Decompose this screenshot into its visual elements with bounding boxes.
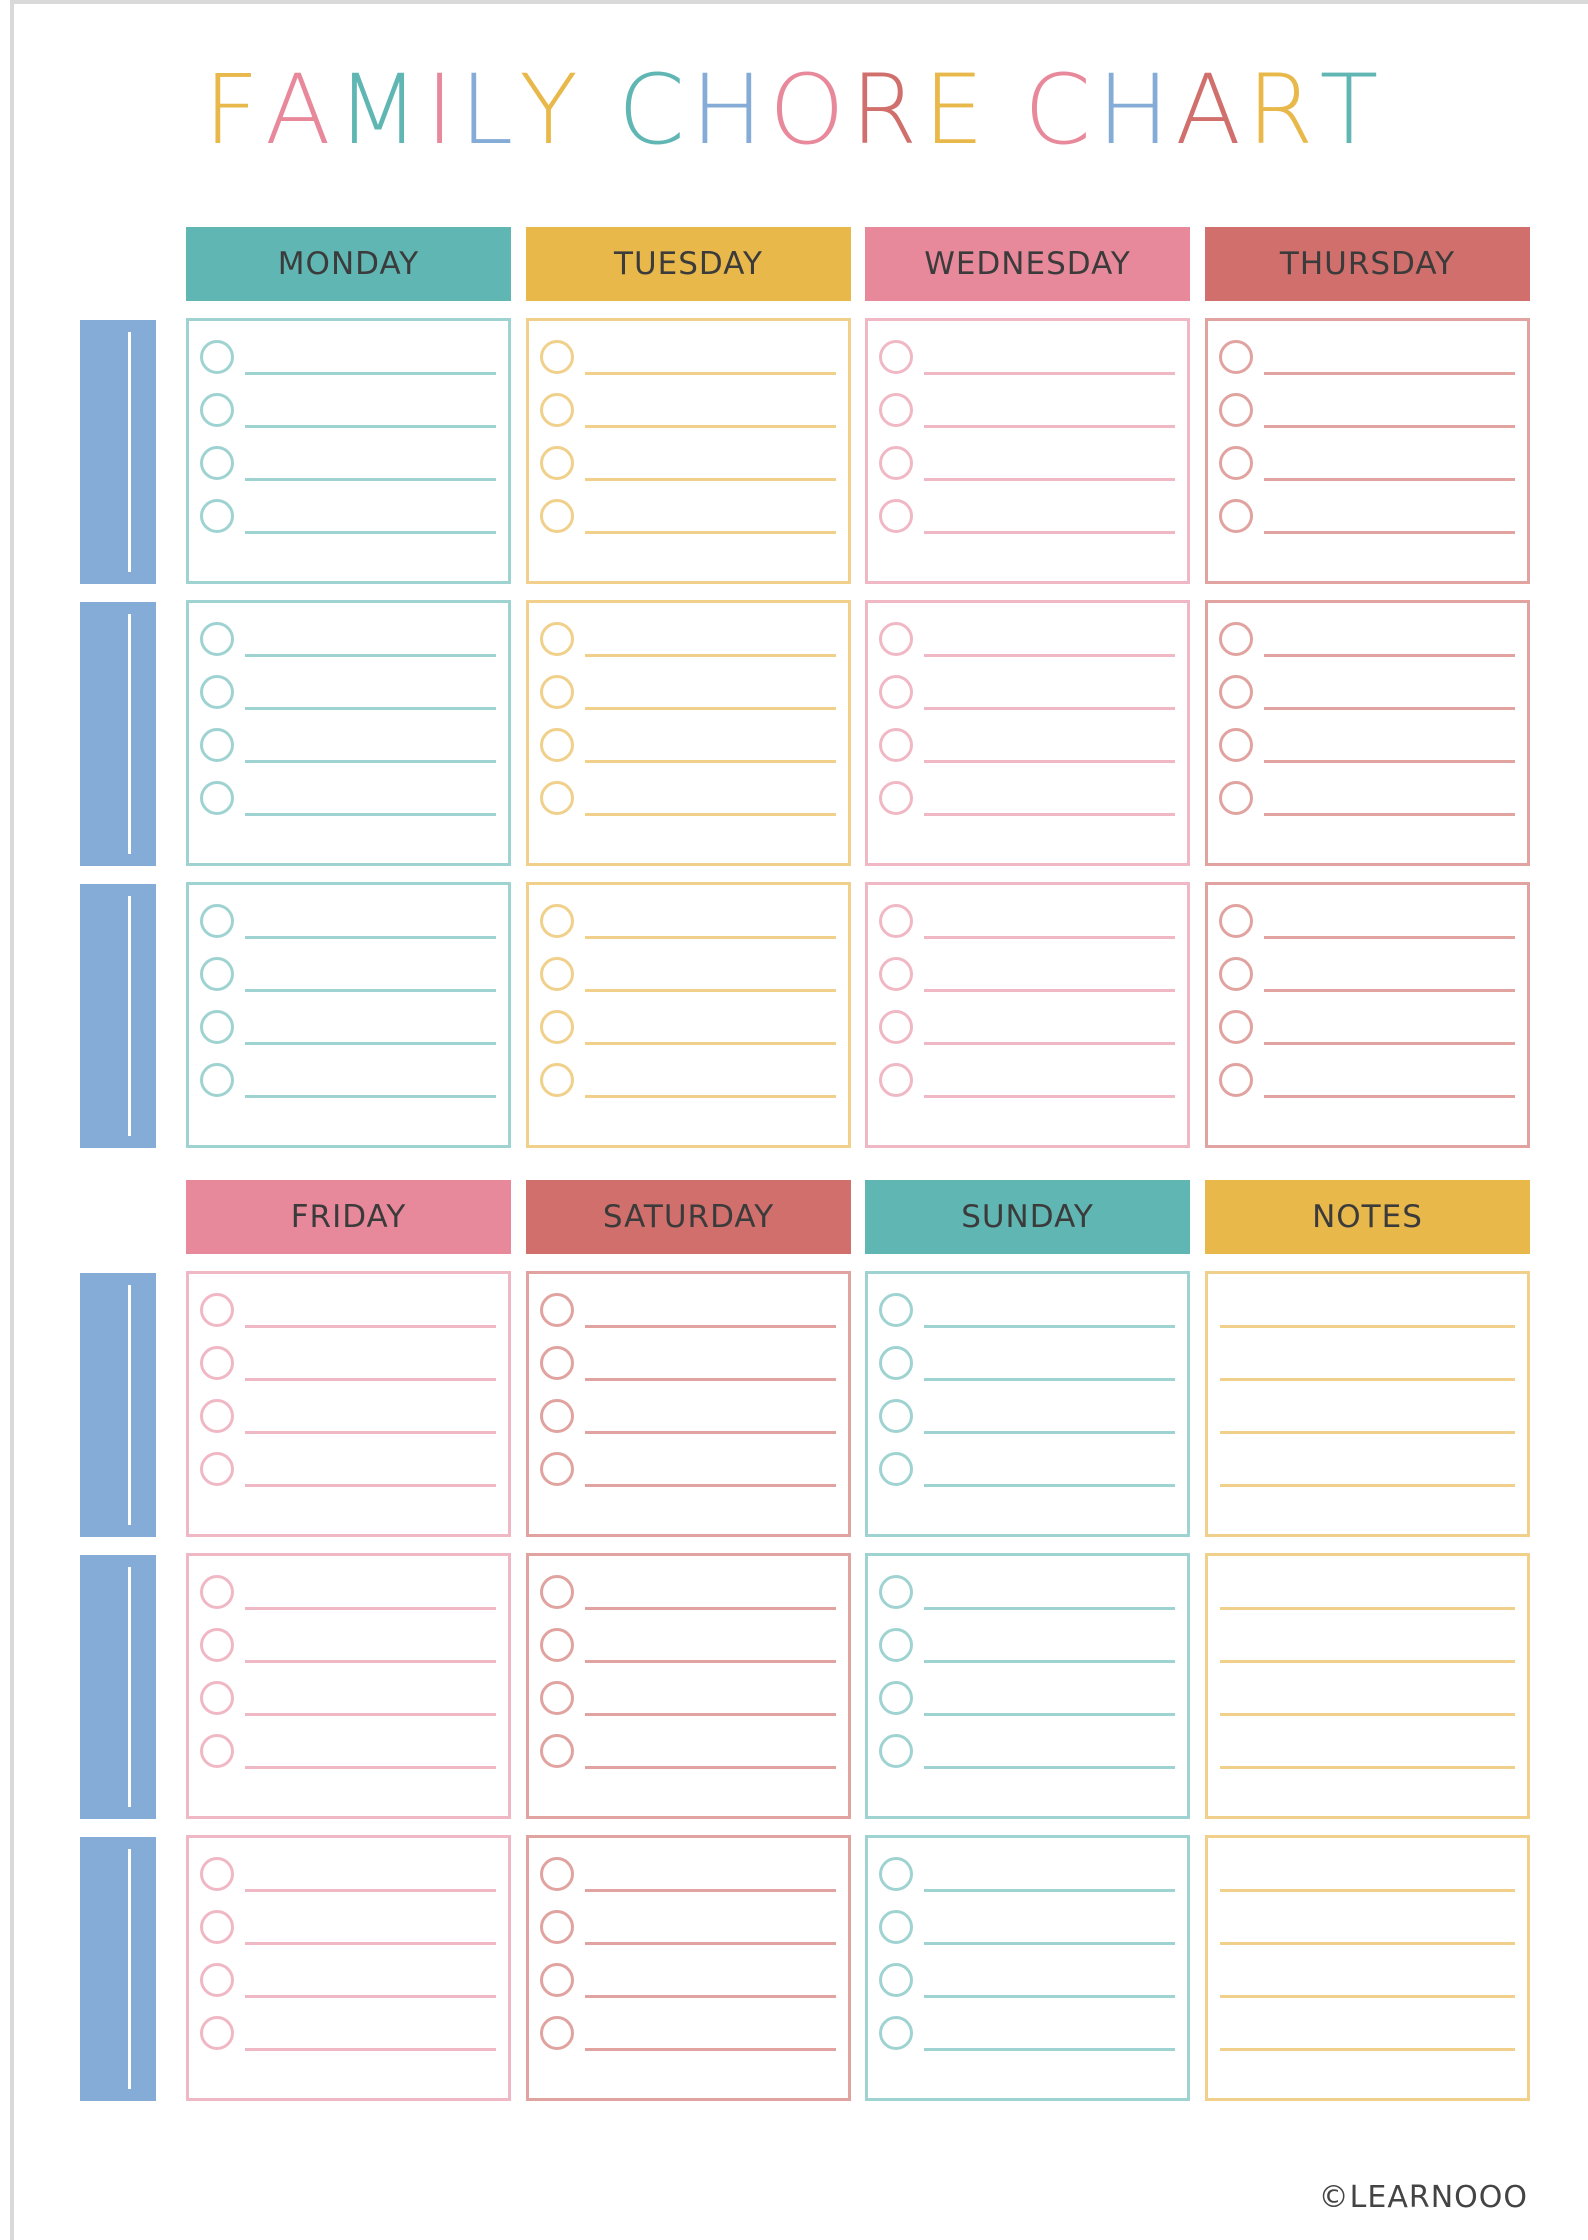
chore-box — [865, 1271, 1190, 1537]
chore-checkbox[interactable] — [200, 1293, 234, 1327]
chore-line[interactable] — [245, 1325, 496, 1328]
day-header-saturday: SATURDAY — [526, 1180, 851, 1254]
notes-line[interactable] — [1220, 1766, 1515, 1769]
chore-checkbox[interactable] — [200, 675, 234, 709]
day-header-notes: NOTES — [1205, 1180, 1530, 1254]
chore-checkbox[interactable] — [540, 957, 574, 991]
chore-checkbox[interactable] — [879, 728, 913, 762]
chore-box — [526, 600, 851, 866]
chore-line[interactable] — [1264, 1095, 1515, 1098]
chore-box — [865, 1553, 1190, 1819]
chore-line[interactable] — [585, 1889, 836, 1892]
chore-checkbox[interactable] — [540, 1293, 574, 1327]
day-header-monday: MONDAY — [186, 227, 511, 301]
chore-line[interactable] — [585, 760, 836, 763]
chore-line[interactable] — [924, 1660, 1175, 1663]
chore-line[interactable] — [585, 372, 836, 375]
chore-line[interactable] — [1264, 936, 1515, 939]
chore-line[interactable] — [924, 813, 1175, 816]
chore-line[interactable] — [585, 707, 836, 710]
chore-line[interactable] — [924, 1766, 1175, 1769]
chore-checkbox[interactable] — [540, 2016, 574, 2050]
chore-line[interactable] — [585, 1095, 836, 1098]
chore-checkbox[interactable] — [540, 1734, 574, 1768]
chore-checkbox[interactable] — [540, 1575, 574, 1609]
chore-line[interactable] — [924, 1607, 1175, 1610]
chore-line[interactable] — [1264, 989, 1515, 992]
chore-line[interactable] — [585, 989, 836, 992]
page-title — [0, 50, 1588, 170]
family-member-bar — [80, 1555, 156, 1819]
chore-line[interactable] — [245, 1095, 496, 1098]
chore-checkbox[interactable] — [200, 957, 234, 991]
chore-checkbox[interactable] — [879, 904, 913, 938]
chore-line[interactable] — [245, 1942, 496, 1945]
chore-checkbox[interactable] — [200, 622, 234, 656]
chore-line[interactable] — [245, 1766, 496, 1769]
chore-checkbox[interactable] — [879, 1857, 913, 1891]
chore-line[interactable] — [924, 1713, 1175, 1716]
chore-checkbox[interactable] — [879, 1681, 913, 1715]
chore-checkbox[interactable] — [540, 904, 574, 938]
chore-line[interactable] — [585, 425, 836, 428]
chore-line[interactable] — [924, 1942, 1175, 1945]
chore-checkbox[interactable] — [540, 1063, 574, 1097]
chore-line[interactable] — [585, 531, 836, 534]
chore-line[interactable] — [245, 1484, 496, 1487]
chore-checkbox[interactable] — [540, 1010, 574, 1044]
title-letter: L — [459, 54, 520, 166]
title-letter — [990, 50, 1024, 170]
chore-checkbox[interactable] — [1219, 781, 1253, 815]
chore-line[interactable] — [245, 1378, 496, 1381]
chore-checkbox[interactable] — [200, 1346, 234, 1380]
chore-checkbox[interactable] — [540, 1452, 574, 1486]
family-member-bar — [80, 320, 156, 584]
chore-line[interactable] — [245, 1042, 496, 1045]
family-member-bar — [80, 1837, 156, 2101]
chore-line[interactable] — [245, 478, 496, 481]
chore-checkbox[interactable] — [879, 499, 913, 533]
chore-checkbox[interactable] — [879, 2016, 913, 2050]
chore-line[interactable] — [585, 1325, 836, 1328]
chore-checkbox[interactable] — [879, 675, 913, 709]
chore-line[interactable] — [585, 478, 836, 481]
notes-line[interactable] — [1220, 1325, 1515, 1328]
chore-line[interactable] — [924, 707, 1175, 710]
chore-checkbox[interactable] — [200, 904, 234, 938]
chore-line[interactable] — [585, 1660, 836, 1663]
chore-checkbox[interactable] — [200, 1734, 234, 1768]
chore-line[interactable] — [585, 1042, 836, 1045]
chore-line[interactable] — [585, 1431, 836, 1434]
chore-line[interactable] — [1264, 425, 1515, 428]
chore-box — [1205, 882, 1530, 1148]
chore-line[interactable] — [585, 1942, 836, 1945]
chore-line[interactable] — [245, 1995, 496, 1998]
chore-box — [186, 318, 511, 584]
chore-box — [526, 318, 851, 584]
notes-box — [1205, 1835, 1530, 2101]
chore-checkbox[interactable] — [879, 957, 913, 991]
chore-checkbox[interactable] — [200, 1063, 234, 1097]
notes-line[interactable] — [1220, 2048, 1515, 2051]
chore-checkbox[interactable] — [879, 1452, 913, 1486]
notes-line[interactable] — [1220, 1378, 1515, 1381]
chore-checkbox[interactable] — [540, 622, 574, 656]
chore-checkbox[interactable] — [879, 622, 913, 656]
chore-box — [865, 600, 1190, 866]
title-letter: R — [1246, 54, 1320, 166]
chore-line[interactable] — [1264, 813, 1515, 816]
chore-checkbox[interactable] — [1219, 499, 1253, 533]
chore-line[interactable] — [924, 1042, 1175, 1045]
chore-line[interactable] — [245, 989, 496, 992]
chore-checkbox[interactable] — [540, 1910, 574, 1944]
day-header-friday: FRIDAY — [186, 1180, 511, 1254]
chore-checkbox[interactable] — [200, 340, 234, 374]
chore-checkbox[interactable] — [879, 1628, 913, 1662]
title-letter: A — [1175, 54, 1247, 166]
chore-checkbox[interactable] — [200, 1681, 234, 1715]
chore-line[interactable] — [924, 1995, 1175, 1998]
notes-box — [1205, 1271, 1530, 1537]
chore-line[interactable] — [585, 936, 836, 939]
chore-checkbox[interactable] — [200, 1452, 234, 1486]
chore-box — [865, 882, 1190, 1148]
title-letter: F — [203, 54, 265, 166]
chore-checkbox[interactable] — [1219, 622, 1253, 656]
chore-line[interactable] — [585, 1766, 836, 1769]
notes-line[interactable] — [1220, 1889, 1515, 1892]
chore-checkbox[interactable] — [1219, 675, 1253, 709]
chore-line[interactable] — [585, 1607, 836, 1610]
chore-checkbox[interactable] — [540, 446, 574, 480]
chore-line[interactable] — [245, 760, 496, 763]
chore-checkbox[interactable] — [200, 499, 234, 533]
chore-checkbox[interactable] — [879, 1293, 913, 1327]
chore-box — [186, 1835, 511, 2101]
family-member-bar — [80, 1273, 156, 1537]
chore-box — [865, 1835, 1190, 2101]
notes-line[interactable] — [1220, 1995, 1515, 1998]
chore-line[interactable] — [245, 372, 496, 375]
chore-line[interactable] — [585, 1484, 836, 1487]
chore-line[interactable] — [924, 2048, 1175, 2051]
chore-line[interactable] — [1264, 478, 1515, 481]
title-letter: O — [769, 54, 851, 166]
day-header-wednesday: WEDNESDAY — [865, 227, 1190, 301]
notes-line[interactable] — [1220, 1431, 1515, 1434]
notes-line[interactable] — [1220, 1713, 1515, 1716]
chore-checkbox[interactable] — [200, 1010, 234, 1044]
chore-box — [186, 1271, 511, 1537]
title-letter: I — [425, 54, 460, 166]
chore-checkbox[interactable] — [540, 1963, 574, 1997]
chore-checkbox[interactable] — [879, 1963, 913, 1997]
chore-line[interactable] — [585, 654, 836, 657]
chore-line[interactable] — [585, 1378, 836, 1381]
chore-line[interactable] — [1264, 531, 1515, 534]
copyright-text: ©LEARNOOO — [1318, 2180, 1528, 2215]
chore-line[interactable] — [924, 936, 1175, 939]
chore-checkbox[interactable] — [879, 1734, 913, 1768]
chore-checkbox[interactable] — [540, 781, 574, 815]
chore-line[interactable] — [924, 425, 1175, 428]
chore-line[interactable] — [585, 1995, 836, 1998]
chore-line[interactable] — [924, 1889, 1175, 1892]
chore-box — [526, 1553, 851, 1819]
chore-line[interactable] — [245, 425, 496, 428]
chore-line[interactable] — [585, 1713, 836, 1716]
chore-checkbox[interactable] — [200, 1963, 234, 1997]
day-header-sunday: SUNDAY — [865, 1180, 1190, 1254]
chore-line[interactable] — [924, 1095, 1175, 1098]
title-letter: C — [617, 54, 691, 166]
title-letter: E — [923, 54, 991, 166]
chore-box — [186, 882, 511, 1148]
chore-box — [526, 882, 851, 1148]
family-member-bar — [80, 884, 156, 1148]
notes-line[interactable] — [1220, 1484, 1515, 1487]
chore-checkbox[interactable] — [540, 1628, 574, 1662]
chore-line[interactable] — [1264, 760, 1515, 763]
chore-line[interactable] — [245, 1607, 496, 1610]
chore-checkbox[interactable] — [879, 340, 913, 374]
chore-checkbox[interactable] — [200, 1575, 234, 1609]
chore-line[interactable] — [924, 654, 1175, 657]
chore-line[interactable] — [924, 989, 1175, 992]
chore-checkbox[interactable] — [200, 1628, 234, 1662]
chore-checkbox[interactable] — [1219, 957, 1253, 991]
notes-line[interactable] — [1220, 1660, 1515, 1663]
chore-box — [1205, 600, 1530, 866]
chore-checkbox[interactable] — [879, 1063, 913, 1097]
chore-line[interactable] — [1264, 372, 1515, 375]
chore-checkbox[interactable] — [200, 1857, 234, 1891]
chore-checkbox[interactable] — [540, 1346, 574, 1380]
chore-line[interactable] — [924, 760, 1175, 763]
chore-checkbox[interactable] — [200, 781, 234, 815]
title-letter: R — [850, 54, 924, 166]
chore-box — [186, 1553, 511, 1819]
chore-checkbox[interactable] — [540, 499, 574, 533]
notes-line[interactable] — [1220, 1607, 1515, 1610]
chore-checkbox[interactable] — [1219, 340, 1253, 374]
title-letter: H — [1097, 54, 1176, 166]
chore-checkbox[interactable] — [879, 1910, 913, 1944]
chore-checkbox[interactable] — [540, 1399, 574, 1433]
chore-checkbox[interactable] — [540, 728, 574, 762]
chore-checkbox[interactable] — [200, 1399, 234, 1433]
chore-box — [526, 1835, 851, 2101]
chore-box — [186, 600, 511, 866]
chore-checkbox[interactable] — [879, 781, 913, 815]
chore-checkbox[interactable] — [200, 728, 234, 762]
family-member-bar — [80, 602, 156, 866]
chore-checkbox[interactable] — [1219, 904, 1253, 938]
chore-checkbox[interactable] — [200, 393, 234, 427]
chore-line[interactable] — [245, 531, 496, 534]
chore-checkbox[interactable] — [540, 1681, 574, 1715]
chore-line[interactable] — [1264, 707, 1515, 710]
chore-box — [526, 1271, 851, 1537]
day-header-thursday: THURSDAY — [1205, 227, 1530, 301]
day-header-tuesday: TUESDAY — [526, 227, 851, 301]
chore-checkbox[interactable] — [540, 340, 574, 374]
chore-line[interactable] — [924, 1378, 1175, 1381]
chore-line[interactable] — [585, 2048, 836, 2051]
chore-checkbox[interactable] — [200, 446, 234, 480]
chore-checkbox[interactable] — [1219, 728, 1253, 762]
chore-line[interactable] — [924, 1484, 1175, 1487]
title-letter — [584, 50, 618, 170]
title-letter: M — [336, 54, 426, 166]
chore-checkbox[interactable] — [1219, 446, 1253, 480]
title-letter: T — [1319, 54, 1385, 166]
chore-checkbox[interactable] — [1219, 1010, 1253, 1044]
chore-line[interactable] — [245, 1431, 496, 1434]
title-letter: C — [1024, 54, 1098, 166]
chore-checkbox[interactable] — [879, 1399, 913, 1433]
chore-line[interactable] — [924, 478, 1175, 481]
chore-checkbox[interactable] — [200, 2016, 234, 2050]
chore-checkbox[interactable] — [540, 393, 574, 427]
chore-line[interactable] — [1264, 654, 1515, 657]
chore-line[interactable] — [245, 1889, 496, 1892]
chore-checkbox[interactable] — [879, 1346, 913, 1380]
title-letter: H — [690, 54, 770, 166]
chore-checkbox[interactable] — [879, 1575, 913, 1609]
chore-box — [865, 318, 1190, 584]
title-letter: Y — [519, 54, 584, 166]
notes-line[interactable] — [1220, 1942, 1515, 1945]
chore-line[interactable] — [924, 372, 1175, 375]
chore-line[interactable] — [245, 936, 496, 939]
chore-line[interactable] — [245, 813, 496, 816]
chore-checkbox[interactable] — [540, 675, 574, 709]
chore-checkbox[interactable] — [540, 1857, 574, 1891]
chore-checkbox[interactable] — [1219, 393, 1253, 427]
chore-checkbox[interactable] — [879, 393, 913, 427]
notes-box — [1205, 1553, 1530, 1819]
chore-checkbox[interactable] — [1219, 1063, 1253, 1097]
chore-line[interactable] — [245, 1660, 496, 1663]
chore-line[interactable] — [924, 531, 1175, 534]
chore-line[interactable] — [924, 1325, 1175, 1328]
chore-line[interactable] — [585, 813, 836, 816]
chore-checkbox[interactable] — [879, 446, 913, 480]
chore-line[interactable] — [245, 707, 496, 710]
chore-checkbox[interactable] — [200, 1910, 234, 1944]
chore-line[interactable] — [1264, 1042, 1515, 1045]
chore-line[interactable] — [245, 2048, 496, 2051]
chore-checkbox[interactable] — [879, 1010, 913, 1044]
chore-line[interactable] — [924, 1431, 1175, 1434]
title-letter: A — [264, 54, 337, 166]
chore-box — [1205, 318, 1530, 584]
chore-line[interactable] — [245, 1713, 496, 1716]
chore-line[interactable] — [245, 654, 496, 657]
